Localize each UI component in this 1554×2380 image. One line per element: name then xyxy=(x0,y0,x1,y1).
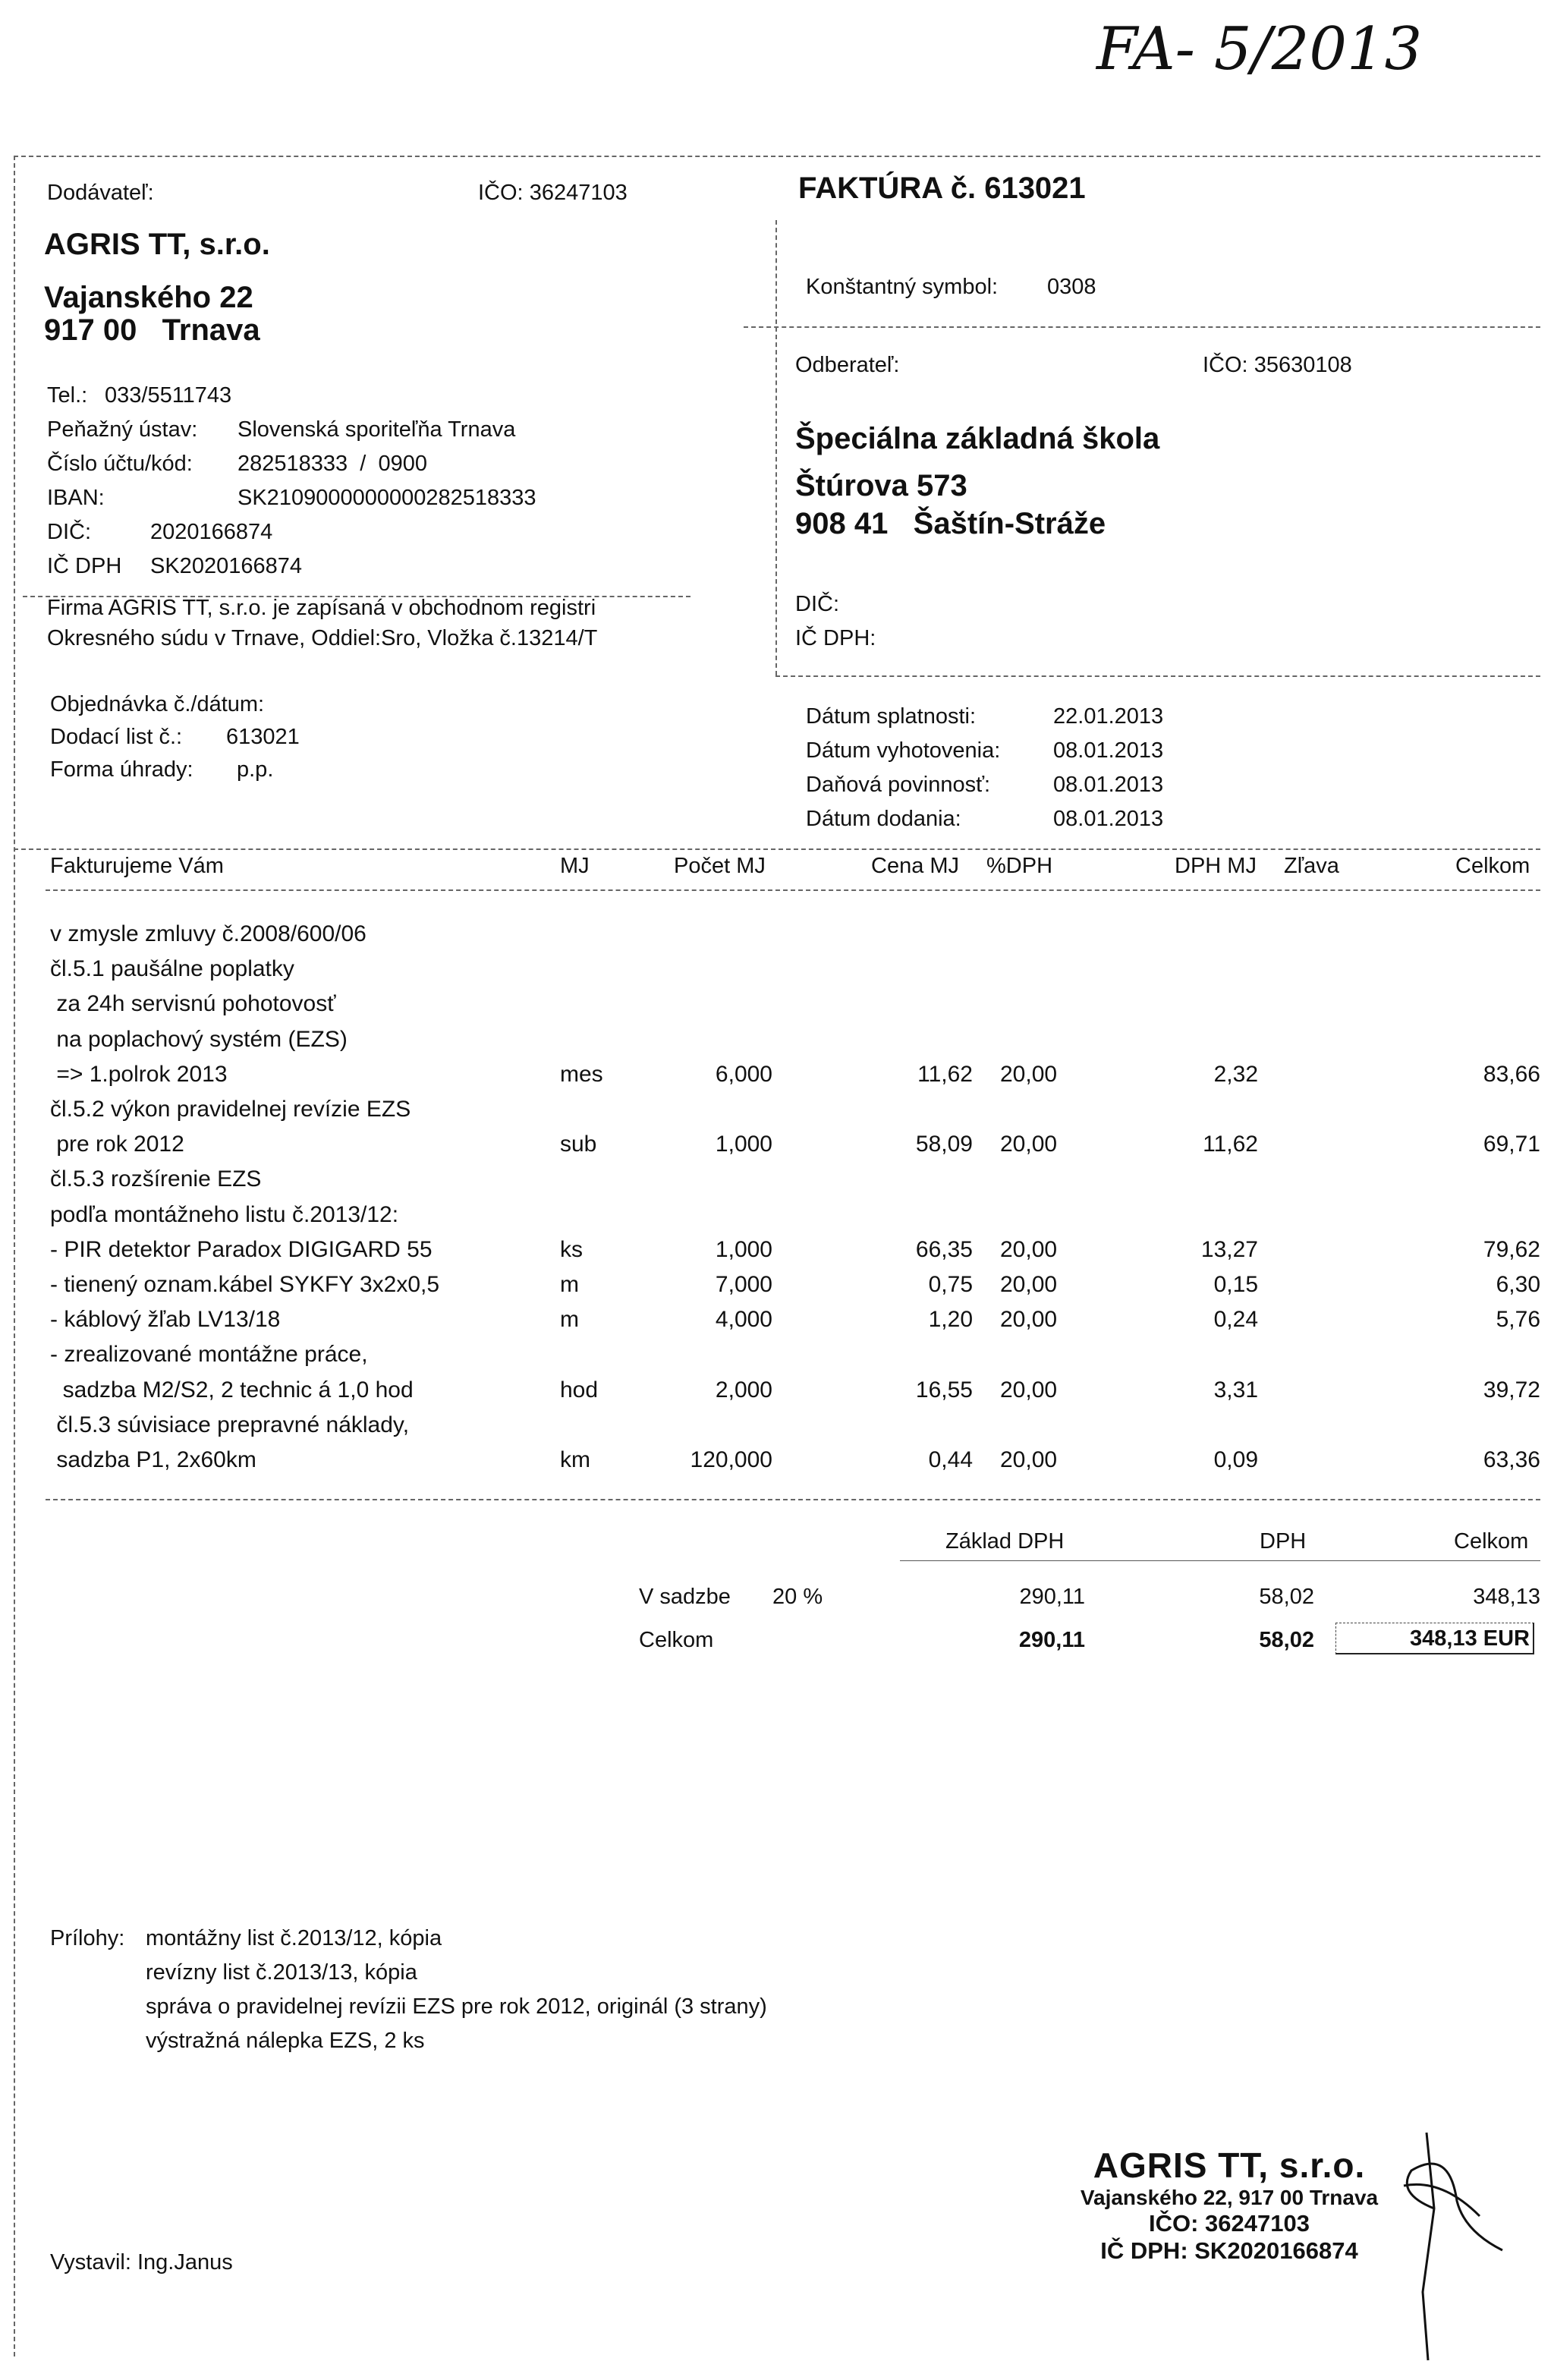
customer-label: Odberateľ: xyxy=(795,353,900,377)
cell-qty: 120,000 xyxy=(690,1447,772,1472)
stamp-ico: IČO: 36247103 xyxy=(1149,2210,1310,2237)
table-bottom-line xyxy=(46,1499,1540,1500)
summary-rate-total: 348,13 xyxy=(1473,1585,1540,1609)
cell-desc: čl.5.2 výkon pravidelnej revízie EZS xyxy=(50,1097,411,1122)
date-label-delivery: Dátum dodania: xyxy=(806,807,961,831)
attachment-item: správa o pravidelnej revízii EZS pre rok 2012, originál (3 strany) xyxy=(146,1994,767,2019)
cell-vat-mj: 0,24 xyxy=(1213,1307,1258,1333)
cell-vat-mj: 13,27 xyxy=(1200,1236,1258,1262)
summary-rate: 20 % xyxy=(772,1585,823,1609)
cell-qty: 1,000 xyxy=(715,1132,772,1157)
customer-bottom-line xyxy=(775,675,1540,677)
cell-vat-pct: 20,00 xyxy=(1000,1447,1058,1472)
supplier-icdph: SK2020166874 xyxy=(150,554,302,578)
cell-desc: => 1.polrok 2013 xyxy=(50,1061,228,1087)
cell-vat-pct: 20,00 xyxy=(1000,1272,1058,1297)
cell-mj: hod xyxy=(560,1377,599,1402)
cell-mj: m xyxy=(560,1307,579,1333)
handwritten-reference: FA- 5/2013 xyxy=(1096,15,1423,83)
date-value-tax: 08.01.2013 xyxy=(1053,773,1164,797)
center-divider xyxy=(775,220,777,675)
cell-qty: 4,000 xyxy=(715,1307,772,1333)
table-row xyxy=(0,1166,1554,1201)
customer-dic-label: DIČ: xyxy=(795,592,839,616)
cell-vat-mj: 3,31 xyxy=(1213,1377,1258,1402)
grand-total-box: 348,13 EUR xyxy=(1335,1623,1534,1654)
supplier-tel: 033/5511743 xyxy=(105,383,232,408)
table-row xyxy=(0,1377,1554,1412)
cell-desc: čl.5.1 paušálne poplatky xyxy=(50,956,294,982)
table-row xyxy=(0,1237,1554,1272)
summary-total-header: Celkom xyxy=(1454,1529,1529,1554)
cell-desc: - káblový žľab LV13/18 xyxy=(50,1307,281,1333)
order-label: Objednávka č./dátum: xyxy=(50,692,265,716)
col-header-discount: Zľava xyxy=(1284,854,1339,878)
table-row xyxy=(0,1447,1554,1482)
col-header-desc: Fakturujeme Vám xyxy=(50,854,224,878)
cell-price: 11,62 xyxy=(917,1061,973,1087)
delivery-note-value: 613021 xyxy=(226,725,300,749)
cell-price: 66,35 xyxy=(915,1236,973,1262)
supplier-city: 917 00 Trnava xyxy=(44,313,260,347)
cell-price: 16,55 xyxy=(915,1377,973,1402)
cell-vat-pct: 20,00 xyxy=(1000,1061,1058,1087)
supplier-ico xyxy=(478,181,628,206)
customer-ico-value: 35630108 xyxy=(1254,353,1352,377)
cell-desc: za 24h servisnú pohotovosť xyxy=(50,991,336,1017)
date-value-delivery: 08.01.2013 xyxy=(1053,807,1164,831)
col-header-qty: Počet MJ xyxy=(674,854,766,878)
cell-mj: m xyxy=(560,1272,579,1297)
cell-desc: podľa montážneho listu č.2013/12: xyxy=(50,1201,399,1227)
delivery-note-label: Dodací list č.: xyxy=(50,725,183,749)
table-row xyxy=(0,1062,1554,1097)
customer-city: 908 41 Šaštín-Stráže xyxy=(795,507,1106,540)
customer-ico xyxy=(1203,353,1352,378)
cell-desc: na poplachový systém (EZS) xyxy=(50,1026,348,1052)
company-stamp xyxy=(1055,2145,1404,2265)
const-symbol-value: 0308 xyxy=(1047,275,1096,299)
table-row xyxy=(0,1272,1554,1307)
col-header-mj: MJ xyxy=(560,854,590,878)
cell-vat-mj: 0,15 xyxy=(1213,1272,1258,1297)
cell-total: 69,71 xyxy=(1483,1132,1540,1157)
supplier-iban: SK2109000000000282518333 xyxy=(238,486,536,510)
attachment-item: revízny list č.2013/13, kópia xyxy=(146,1960,417,1985)
supplier-registry-line2: Okresného súdu v Trnave, Oddiel:Sro, Vložka č.13214/T xyxy=(47,626,598,650)
supplier-ico-label: IČO: xyxy=(478,181,524,205)
cell-mj: km xyxy=(560,1447,590,1472)
cell-mj: mes xyxy=(560,1061,603,1087)
cell-vat-pct: 20,00 xyxy=(1000,1307,1058,1333)
summary-base-header: Základ DPH xyxy=(945,1529,1065,1554)
summary-rate-base: 290,11 xyxy=(1019,1585,1085,1609)
payment-method-value: p.p. xyxy=(237,757,274,782)
cell-qty: 7,000 xyxy=(715,1272,772,1297)
invoice-title: FAKTÚRA č. 613021 xyxy=(798,172,1086,205)
cell-vat-mj: 0,09 xyxy=(1213,1447,1258,1472)
stamp-icdph: IČ DPH: SK2020166874 xyxy=(1100,2237,1358,2264)
supplier-iban-label: IBAN: xyxy=(47,486,105,510)
cell-desc: sadzba P1, 2x60km xyxy=(50,1447,256,1472)
table-row xyxy=(0,1342,1554,1377)
summary-vat-header: DPH xyxy=(1260,1529,1307,1554)
cell-total: 83,66 xyxy=(1483,1061,1540,1087)
supplier-bank-label: Peňažný ústav: xyxy=(47,417,198,442)
date-label-tax: Daňová povinnosť: xyxy=(806,773,991,797)
summary-sum-base: 290,11 xyxy=(1018,1628,1085,1652)
supplier-tel-label: Tel.: xyxy=(47,383,88,408)
customer-ico-label: IČO: xyxy=(1203,353,1248,377)
summary-rate-vat: 58,02 xyxy=(1259,1585,1314,1609)
table-row xyxy=(0,956,1554,991)
summary-header-line xyxy=(900,1560,1540,1561)
cell-desc: pre rok 2012 xyxy=(50,1132,184,1157)
stamp-address: Vajanského 22, 917 00 Trnava xyxy=(1080,2186,1379,2209)
cell-vat-pct: 20,00 xyxy=(1000,1236,1058,1262)
customer-icdph-label: IČ DPH: xyxy=(795,626,876,650)
cell-price: 1,20 xyxy=(928,1307,973,1333)
table-row xyxy=(0,1027,1554,1062)
supplier-name: AGRIS TT, s.r.o. xyxy=(44,228,270,261)
cell-vat-mj: 2,32 xyxy=(1213,1061,1258,1087)
cell-total: 6,30 xyxy=(1496,1272,1540,1297)
cell-vat-mj: 11,62 xyxy=(1203,1132,1258,1157)
supplier-account: 282518333 / 0900 xyxy=(238,452,427,476)
cell-desc: čl.5.3 rozšírenie EZS xyxy=(50,1166,262,1192)
attachment-item: montážny list č.2013/12, kópia xyxy=(146,1926,442,1950)
customer-street: Štúrova 573 xyxy=(795,469,967,502)
cell-desc: čl.5.3 súvisiace prepravné náklady, xyxy=(50,1412,410,1437)
supplier-bank: Slovenská sporiteľňa Trnava xyxy=(238,417,516,442)
cell-price: 0,75 xyxy=(928,1272,973,1297)
stamp-company-name: AGRIS TT, s.r.o. xyxy=(1093,2145,1366,2185)
date-label-due: Dátum splatnosti: xyxy=(806,704,977,729)
cell-qty: 2,000 xyxy=(715,1377,772,1402)
cell-price: 0,44 xyxy=(928,1447,973,1472)
cell-qty: 1,000 xyxy=(715,1236,772,1262)
cell-desc: - tienený oznam.kábel SYKFY 3x2x0,5 xyxy=(50,1272,440,1297)
cell-total: 5,76 xyxy=(1496,1307,1540,1333)
table-header-line xyxy=(46,889,1540,891)
cell-mj: ks xyxy=(560,1236,583,1262)
col-header-price: Cena MJ xyxy=(871,854,960,878)
table-row xyxy=(0,1132,1554,1166)
cell-price: 58,09 xyxy=(915,1132,973,1157)
cell-vat-pct: 20,00 xyxy=(1000,1132,1058,1157)
cell-desc: sadzba M2/S2, 2 technic á 1,0 hod xyxy=(50,1377,414,1402)
date-value-due: 22.01.2013 xyxy=(1053,704,1164,729)
cell-desc: v zmysle zmluvy č.2008/600/06 xyxy=(50,921,366,946)
table-top-line xyxy=(14,848,1540,850)
col-header-vat-mj: DPH MJ xyxy=(1175,854,1257,878)
payment-method-label: Forma úhrady: xyxy=(50,757,193,782)
cell-mj: sub xyxy=(560,1132,597,1157)
top-border xyxy=(14,156,1540,157)
cell-total: 39,72 xyxy=(1483,1377,1540,1402)
attachments-label: Prílohy: xyxy=(50,1926,125,1950)
signature xyxy=(1381,2117,1510,2368)
cell-vat-pct: 20,00 xyxy=(1000,1377,1058,1402)
supplier-ico-value: 36247103 xyxy=(529,181,628,205)
customer-name: Špeciálna základná škola xyxy=(795,422,1160,455)
const-symbol-label: Konštantný symbol: xyxy=(806,275,999,299)
supplier-dic-label: DIČ: xyxy=(47,520,91,544)
table-row xyxy=(0,1412,1554,1447)
table-row xyxy=(0,921,1554,956)
cell-desc: - zrealizované montážne práce, xyxy=(50,1342,368,1368)
cell-total: 63,36 xyxy=(1483,1447,1540,1472)
summary-sum-vat: 58,02 xyxy=(1259,1628,1314,1652)
cell-qty: 6,000 xyxy=(715,1061,772,1087)
summary-sum-label: Celkom xyxy=(639,1628,714,1652)
supplier-street: Vajanského 22 xyxy=(44,281,253,314)
table-row xyxy=(0,1097,1554,1132)
customer-top-line xyxy=(744,326,1540,328)
col-header-total: Celkom xyxy=(1455,854,1530,878)
cell-total: 79,62 xyxy=(1483,1236,1540,1262)
date-label-issued: Dátum vyhotovenia: xyxy=(806,738,1001,763)
date-value-issued: 08.01.2013 xyxy=(1053,738,1164,763)
table-row xyxy=(0,1307,1554,1342)
table-row xyxy=(0,991,1554,1026)
issued-by: Vystavil: Ing.Janus xyxy=(50,2250,233,2275)
supplier-label: Dodávateľ: xyxy=(47,181,154,205)
cell-desc: - PIR detektor Paradox DIGIGARD 55 xyxy=(50,1236,433,1262)
supplier-icdph-label: IČ DPH xyxy=(47,554,122,578)
supplier-dic: 2020166874 xyxy=(150,520,273,544)
table-row xyxy=(0,1202,1554,1237)
supplier-account-label: Číslo účtu/kód: xyxy=(47,452,193,476)
supplier-registry-line1: Firma AGRIS TT, s.r.o. je zapísaná v obchodnom registri xyxy=(47,596,596,620)
summary-rate-label: V sadzbe xyxy=(639,1585,731,1609)
col-header-vat-pct: %DPH xyxy=(986,854,1053,878)
attachment-item: výstražná nálepka EZS, 2 ks xyxy=(146,2029,425,2053)
